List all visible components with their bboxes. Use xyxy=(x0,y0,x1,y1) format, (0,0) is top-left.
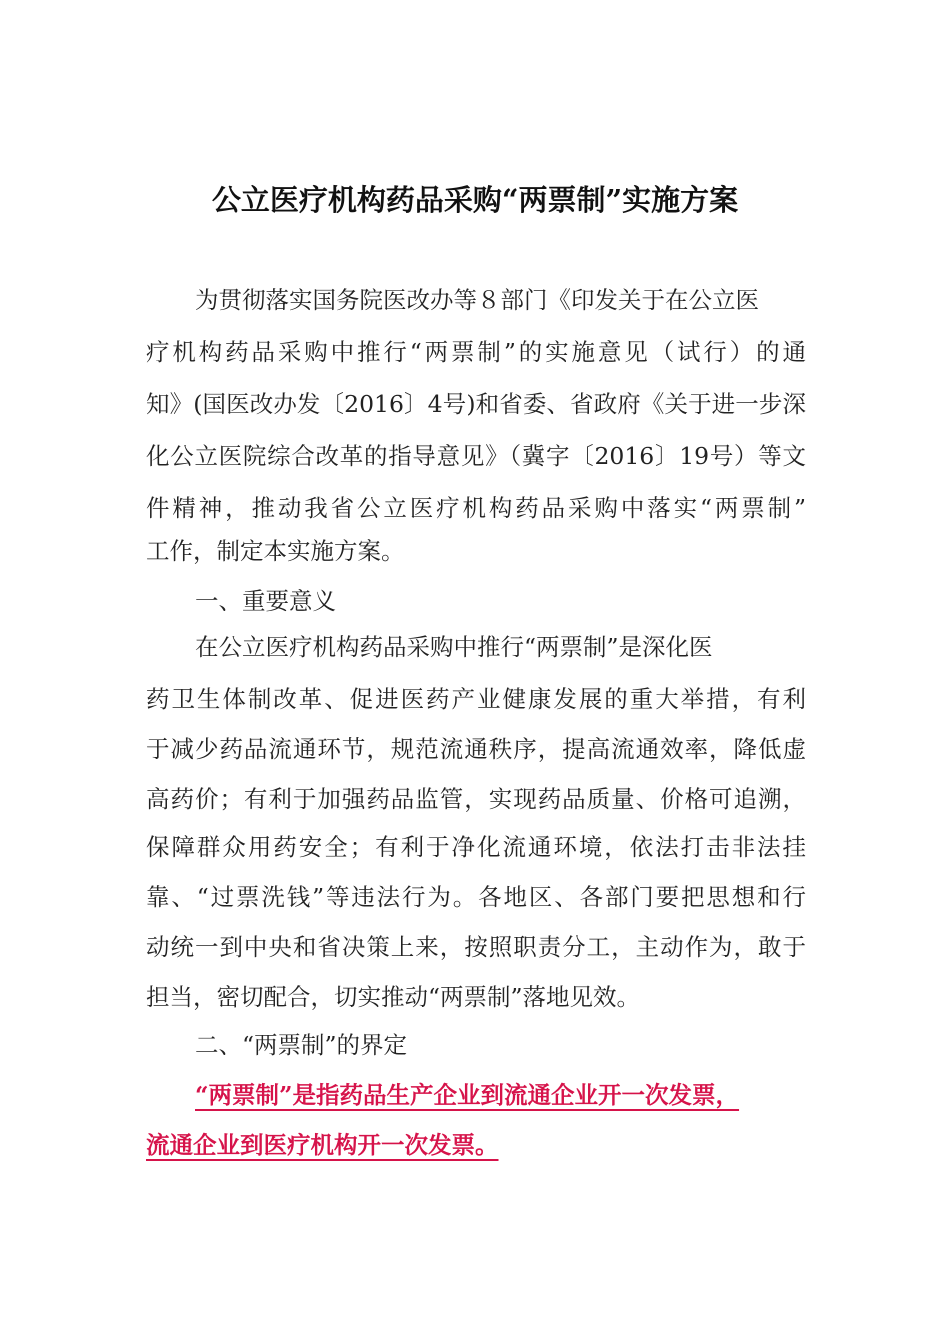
paragraph-line: 为贯彻落实国务院医改办等８部门《印发关于在公立医 xyxy=(195,286,759,314)
paragraph-line: 担当，密切配合，切实推动“两票制”落地见效。 xyxy=(146,983,641,1011)
paragraph-line: 靠、“过票洗钱”等违法行为。各地区、各部门要把思想和行 xyxy=(146,883,806,911)
paragraph-line: 化公立医院综合改革的指导意见》（冀字〔2016〕19号）等文 xyxy=(146,442,806,470)
paragraph-line: 知》(国医改办发〔2016〕4号)和省委、省政府《关于进一步深 xyxy=(146,390,806,418)
paragraph-line: 保障群众用药安全；有利于净化流通环境，依法打击非法挂 xyxy=(146,833,806,861)
paragraph-line: 于减少药品流通环节，规范流通秩序，提高流通效率，降低虚 xyxy=(146,735,806,763)
highlighted-definition-line: “两票制”是指药品生产企业到流通企业开一次发票， xyxy=(195,1081,740,1109)
section-heading: 一、重要意义 xyxy=(195,587,336,615)
paragraph-line: 疗机构药品采购中推行“两票制”的实施意见（试行）的通 xyxy=(146,338,806,366)
paragraph-line: 在公立医疗机构药品采购中推行“两票制”是深化医 xyxy=(195,633,713,661)
paragraph-line: 高药价；有利于加强药品监管，实现药品质量、价格可追溯， xyxy=(146,785,806,813)
highlighted-definition-line: 流通企业到医疗机构开一次发票。 xyxy=(146,1131,499,1159)
document-title: 公立医疗机构药品采购“两票制”实施方案 xyxy=(211,183,739,217)
paragraph-line: 药卫生体制改革、促进医药产业健康发展的重大举措，有利 xyxy=(146,685,806,713)
paragraph-line: 动统一到中央和省决策上来，按照职责分工，主动作为，敢于 xyxy=(146,933,806,961)
paragraph-line: 件精神，推动我省公立医疗机构药品采购中落实“两票制” xyxy=(146,494,806,522)
section-heading: 二、“两票制”的界定 xyxy=(195,1031,408,1059)
paragraph-line: 工作，制定本实施方案。 xyxy=(146,537,405,565)
